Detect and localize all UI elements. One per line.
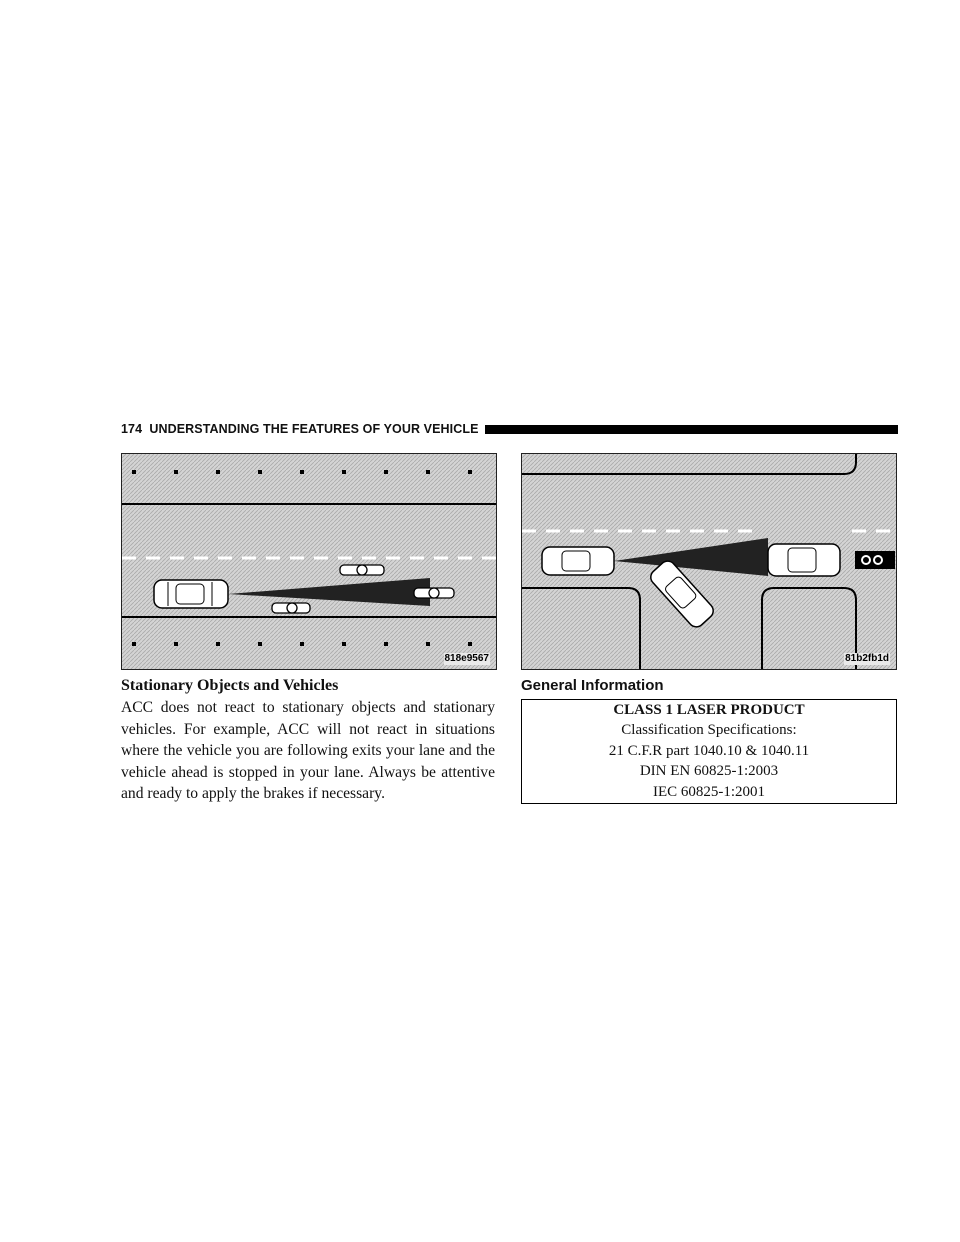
figure-code: 81b2fb1d	[845, 653, 889, 664]
laser-info-box	[521, 699, 897, 804]
motorcycle-icon	[414, 588, 454, 598]
section-title: UNDERSTANDING THE FEATURES OF YOUR VEHICLE	[149, 422, 479, 436]
highway-drawing	[122, 454, 496, 669]
intersection-illustration	[521, 453, 897, 670]
car-icon	[542, 547, 614, 575]
header-page-title	[121, 421, 479, 438]
page-number: 174	[121, 422, 143, 436]
figure-code: 818e9567	[444, 653, 489, 664]
general-heading: General Information	[521, 677, 664, 694]
motorcycle-icon	[272, 603, 310, 613]
stationary-heading: Stationary Objects and Vehicles	[121, 677, 339, 694]
traffic-light-icon	[855, 551, 895, 569]
laser-spec-label: Classification Specifications:	[621, 722, 797, 739]
laser-spec-cfr: 21 C.F.R part 1040.10 & 1040.11	[608, 742, 810, 759]
laser-title: CLASS 1 LASER PRODUCT	[613, 702, 805, 718]
header-rule	[485, 425, 898, 434]
laser-spec-iec: IEC 60825-1:2001	[652, 783, 766, 800]
page-header	[121, 421, 898, 438]
stationary-body: ACC does not react to stationary objects and stationary vehicles. For example, ACC will not react in situations where the vehicle you are following exits your lane and the vehicle ahead is stopped in your lane. Always be attentive and ready to apply the brakes if necessary.	[121, 699, 495, 803]
car-icon	[154, 580, 228, 608]
car-icon	[768, 544, 840, 576]
motorcycle-icon	[340, 565, 384, 575]
intersection-drawing	[522, 454, 896, 669]
laser-spec-din: DIN EN 60825-1:2003	[639, 763, 779, 780]
highway-illustration	[121, 453, 497, 670]
